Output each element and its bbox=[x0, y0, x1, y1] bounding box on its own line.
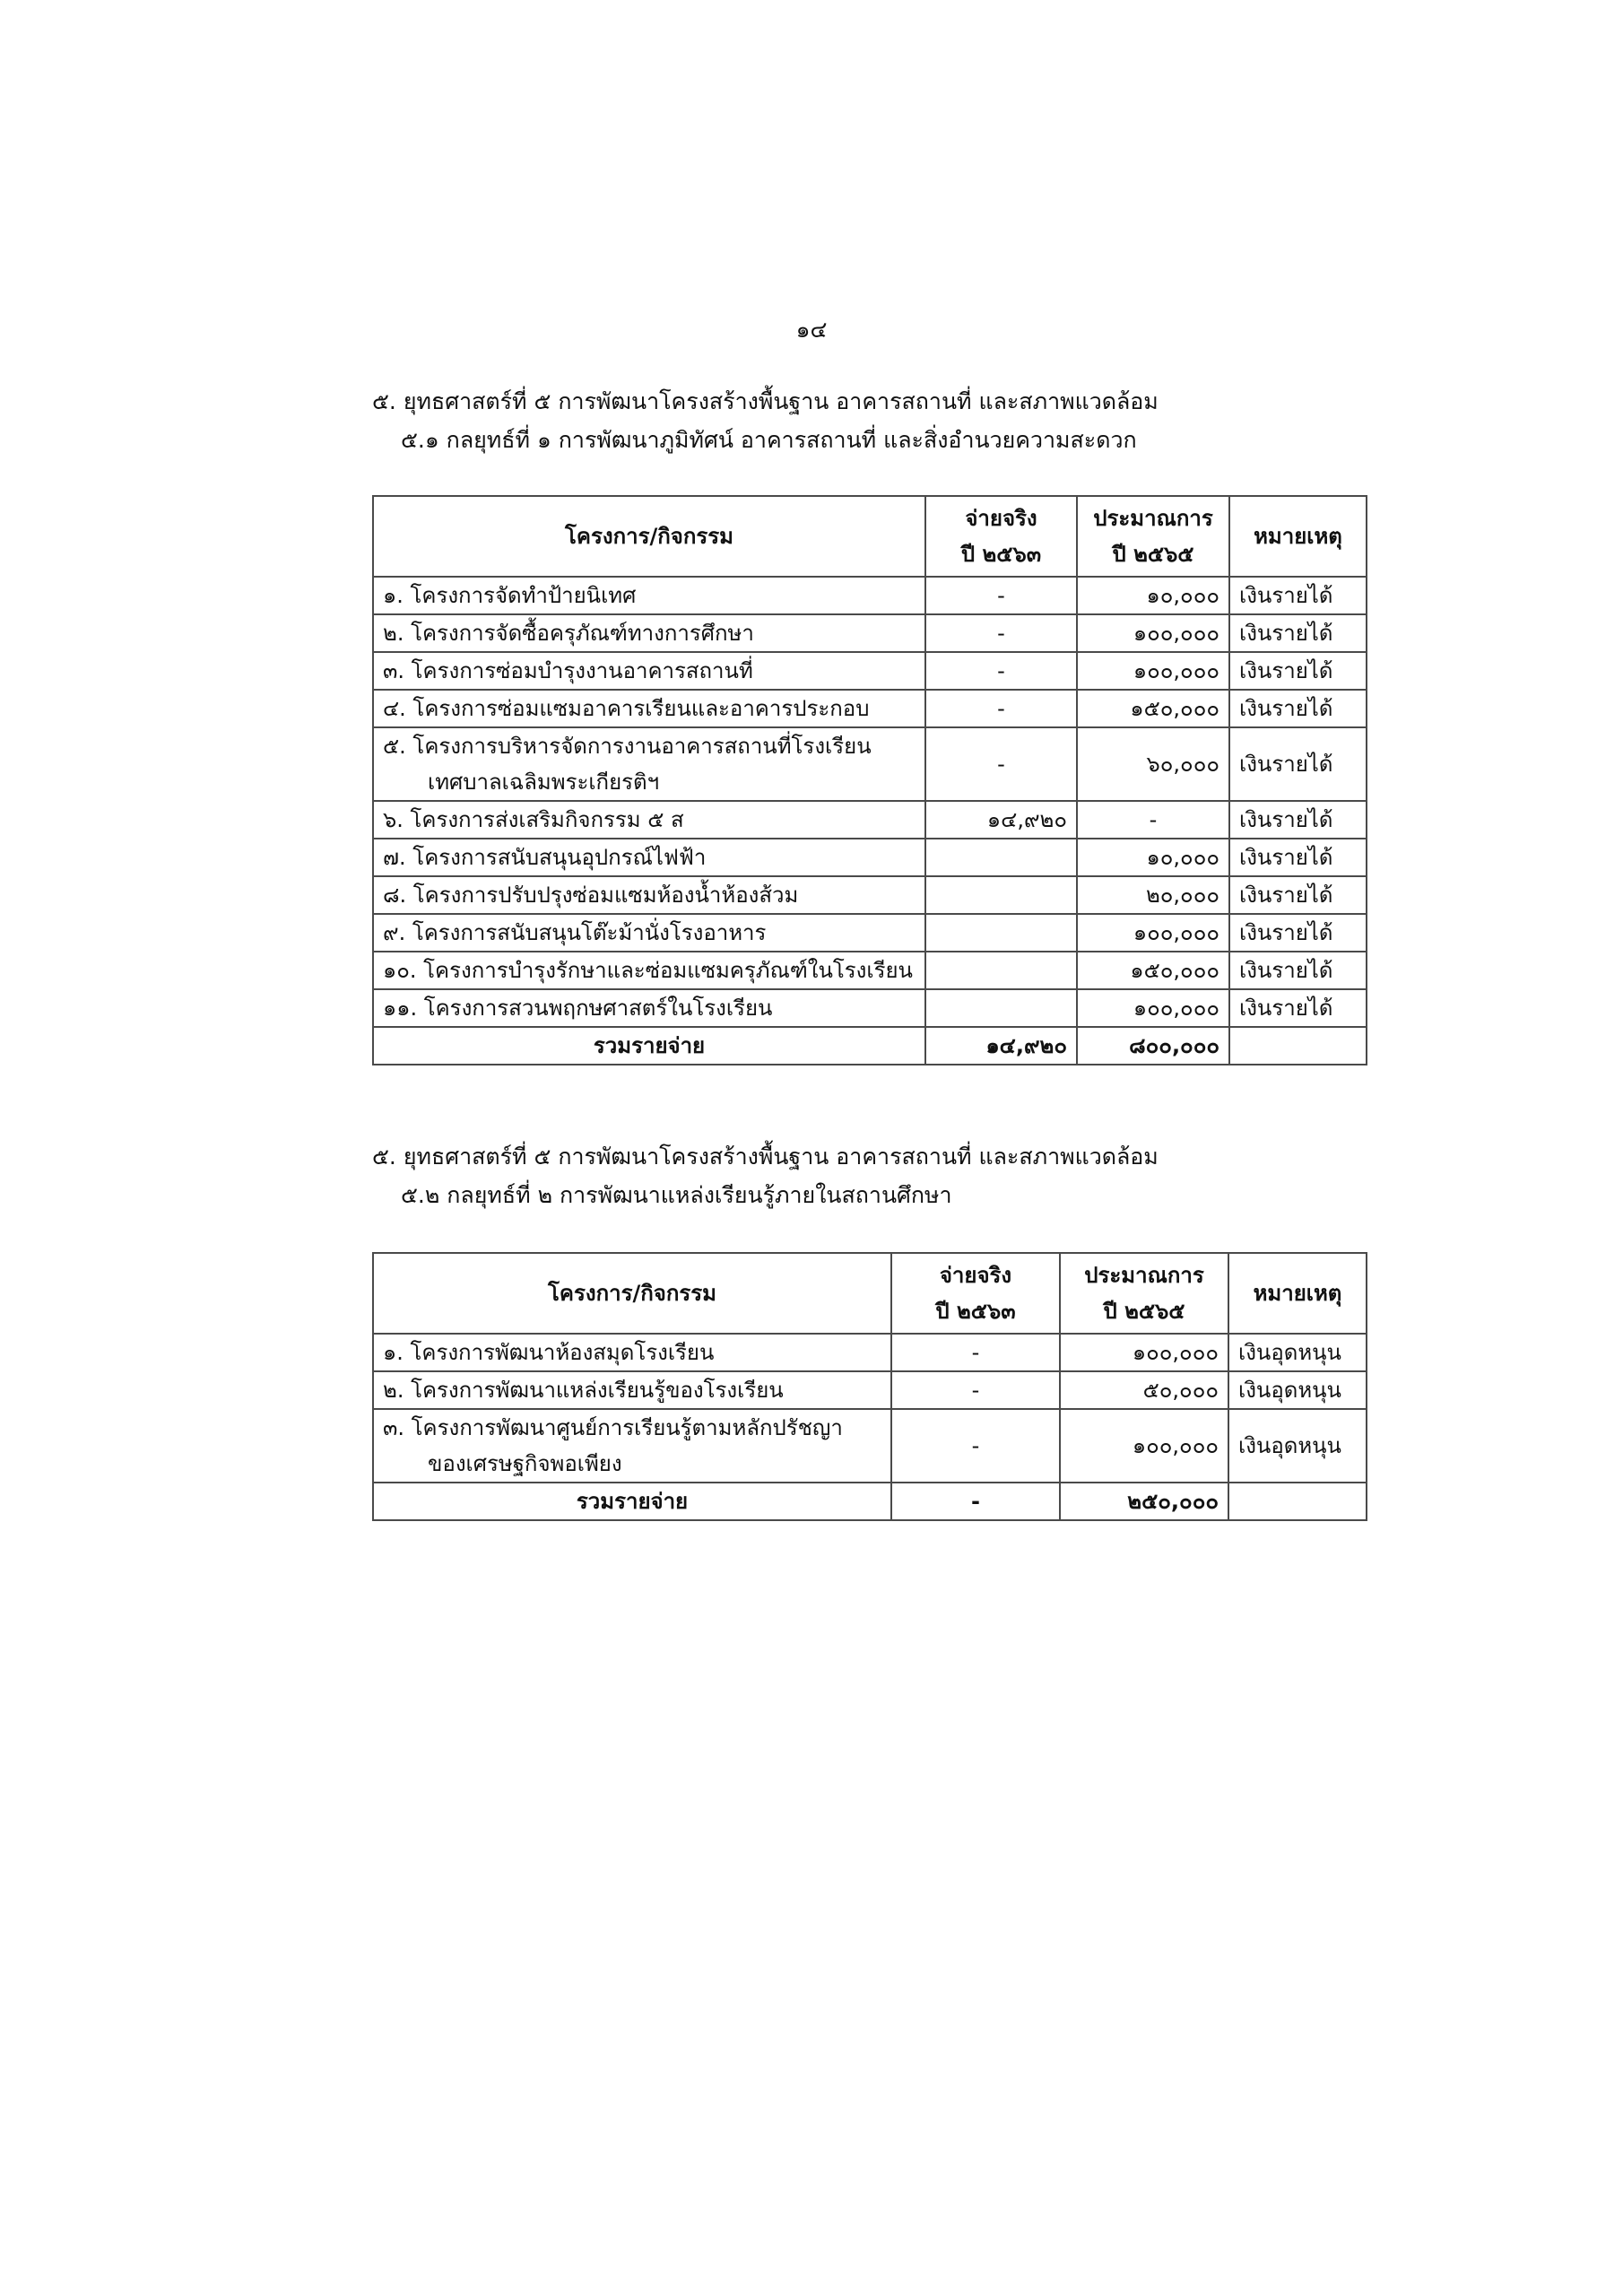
header-actual bbox=[891, 1253, 1060, 1334]
table-row bbox=[373, 914, 1367, 952]
section-2-subheading: ๕.๒ กลยุทธ์ที่ ๒ การพัฒนาแหล่งเรียนรู้ภายในสถานศึกษา bbox=[401, 1182, 952, 1208]
actual-value bbox=[925, 989, 1077, 1027]
table-header-row bbox=[373, 496, 1367, 577]
note-value: เงินอุดหนุน bbox=[1228, 1371, 1367, 1409]
project-name: ๘. โครงการปรับปรุงซ่อมแซมห้องน้ำห้องส้วม bbox=[373, 876, 925, 914]
note-value: เงินรายได้ bbox=[1229, 577, 1367, 614]
total-row bbox=[373, 1483, 1367, 1520]
header-note: หมายเหตุ bbox=[1229, 496, 1367, 577]
header-actual-line1: จ่ายจริง bbox=[939, 1263, 1012, 1288]
table-header-row bbox=[373, 1253, 1367, 1334]
header-estimate bbox=[1077, 496, 1229, 577]
actual-value bbox=[925, 914, 1077, 952]
project-name: ๒. โครงการจัดซื้อครุภัณฑ์ทางการศึกษา bbox=[373, 614, 925, 652]
table-row bbox=[373, 1409, 1367, 1483]
table-row bbox=[373, 614, 1367, 652]
project-name: ๒. โครงการพัฒนาแหล่งเรียนรู้ของโรงเรียน bbox=[373, 1371, 891, 1409]
estimate-value: ๖๐,๐๐๐ bbox=[1077, 727, 1229, 801]
project-name-line1: ๓. โครงการพัฒนาศูนย์การเรียนรู้ตามหลักปรัชญา bbox=[383, 1415, 843, 1440]
actual-value bbox=[925, 876, 1077, 914]
estimate-value: - bbox=[1077, 801, 1229, 839]
actual-value: - bbox=[925, 727, 1077, 801]
budget-table-2 bbox=[372, 1252, 1367, 1521]
estimate-value: ๕๐,๐๐๐ bbox=[1060, 1371, 1228, 1409]
table-row bbox=[373, 1371, 1367, 1409]
header-note: หมายเหตุ bbox=[1228, 1253, 1367, 1334]
header-actual-line2: ปี ๒๕๖๓ bbox=[960, 542, 1042, 567]
table-row bbox=[373, 952, 1367, 989]
header-estimate-line1: ประมาณการ bbox=[1084, 1263, 1204, 1288]
table-row bbox=[373, 652, 1367, 690]
header-project: โครงการ/กิจกรรม bbox=[373, 496, 925, 577]
estimate-value: ๑๐๐,๐๐๐ bbox=[1060, 1409, 1228, 1483]
project-name: ๓. โครงการซ่อมบำรุงงานอาคารสถานที่ bbox=[373, 652, 925, 690]
section-2-heading: ๕. ยุทธศาสตร์ที่ ๕ การพัฒนาโครงสร้างพื้นฐาน อาคารสถานที่ และสภาพแวดล้อม bbox=[372, 1144, 1159, 1170]
project-name bbox=[373, 727, 925, 801]
actual-value: - bbox=[925, 690, 1077, 727]
note-value: เงินรายได้ bbox=[1229, 652, 1367, 690]
budget-table-1 bbox=[372, 495, 1367, 1065]
section-1-subheading: ๕.๑ กลยุทธ์ที่ ๑ การพัฒนาภูมิทัศน์ อาคารสถานที่ และสิ่งอำนวยความสะดวก bbox=[401, 427, 1137, 453]
note-value: เงินรายได้ bbox=[1229, 690, 1367, 727]
actual-value: - bbox=[925, 652, 1077, 690]
total-note bbox=[1229, 1027, 1367, 1065]
actual-value bbox=[925, 839, 1077, 876]
estimate-value: ๑๕๐,๐๐๐ bbox=[1077, 690, 1229, 727]
header-actual-line1: จ่ายจริง bbox=[965, 506, 1037, 531]
note-value: เงินรายได้ bbox=[1229, 952, 1367, 989]
project-name: ๑๐. โครงการบำรุงรักษาและซ่อมแซมครุภัณฑ์ในโรงเรียน bbox=[373, 952, 925, 989]
project-name: ๑๑. โครงการสวนพฤกษศาสตร์ในโรงเรียน bbox=[373, 989, 925, 1027]
note-value: เงินรายได้ bbox=[1229, 876, 1367, 914]
project-name-line2: เทศบาลเฉลิมพระเกียรติฯ bbox=[428, 770, 660, 795]
note-value: เงินรายได้ bbox=[1229, 614, 1367, 652]
project-name: ๑. โครงการจัดทำป้ายนิเทศ bbox=[373, 577, 925, 614]
note-value: เงินอุดหนุน bbox=[1228, 1334, 1367, 1371]
note-value: เงินรายได้ bbox=[1229, 727, 1367, 801]
total-actual: - bbox=[891, 1483, 1060, 1520]
actual-value: ๑๔,๙๒๐ bbox=[925, 801, 1077, 839]
header-actual-line2: ปี ๒๕๖๓ bbox=[935, 1299, 1016, 1324]
project-name: ๔. โครงการซ่อมแซมอาคารเรียนและอาคารประกอบ bbox=[373, 690, 925, 727]
estimate-value: ๑๐,๐๐๐ bbox=[1077, 839, 1229, 876]
project-name: ๖. โครงการส่งเสริมกิจกรรม ๕ ส bbox=[373, 801, 925, 839]
header-actual bbox=[925, 496, 1077, 577]
estimate-value: ๑๐๐,๐๐๐ bbox=[1077, 989, 1229, 1027]
page-number: ๑๔ bbox=[795, 317, 828, 343]
estimate-value: ๑๐๐,๐๐๐ bbox=[1077, 614, 1229, 652]
actual-value bbox=[925, 952, 1077, 989]
table-row bbox=[373, 876, 1367, 914]
header-project: โครงการ/กิจกรรม bbox=[373, 1253, 891, 1334]
total-row bbox=[373, 1027, 1367, 1065]
header-estimate-line2: ปี ๒๕๖๕ bbox=[1103, 1299, 1185, 1324]
note-value: เงินรายได้ bbox=[1229, 989, 1367, 1027]
header-estimate-line1: ประมาณการ bbox=[1093, 506, 1213, 531]
table-row bbox=[373, 1334, 1367, 1371]
table-row bbox=[373, 690, 1367, 727]
estimate-value: ๑๕๐,๐๐๐ bbox=[1077, 952, 1229, 989]
actual-value: - bbox=[925, 577, 1077, 614]
total-label: รวมรายจ่าย bbox=[373, 1483, 891, 1520]
actual-value: - bbox=[891, 1371, 1060, 1409]
project-name-line2: ของเศรษฐกิจพอเพียง bbox=[428, 1451, 622, 1476]
project-name-line1: ๕. โครงการบริหารจัดการงานอาคารสถานที่โรงเรียน bbox=[383, 734, 872, 759]
table-row bbox=[373, 577, 1367, 614]
estimate-value: ๑๐๐,๐๐๐ bbox=[1077, 652, 1229, 690]
total-actual: ๑๔,๙๒๐ bbox=[925, 1027, 1077, 1065]
project-name bbox=[373, 1409, 891, 1483]
note-value: เงินรายได้ bbox=[1229, 914, 1367, 952]
section-1-heading: ๕. ยุทธศาสตร์ที่ ๕ การพัฒนาโครงสร้างพื้นฐาน อาคารสถานที่ และสภาพแวดล้อม bbox=[372, 388, 1159, 414]
actual-value: - bbox=[891, 1409, 1060, 1483]
estimate-value: ๒๐,๐๐๐ bbox=[1077, 876, 1229, 914]
table-row bbox=[373, 801, 1367, 839]
project-name: ๙. โครงการสนับสนุนโต๊ะม้านั่งโรงอาหาร bbox=[373, 914, 925, 952]
table-row bbox=[373, 989, 1367, 1027]
actual-value: - bbox=[925, 614, 1077, 652]
actual-value: - bbox=[891, 1334, 1060, 1371]
header-estimate-line2: ปี ๒๕๖๕ bbox=[1112, 542, 1194, 567]
total-estimate: ๘๐๐,๐๐๐ bbox=[1077, 1027, 1229, 1065]
total-note bbox=[1228, 1483, 1367, 1520]
note-value: เงินรายได้ bbox=[1229, 839, 1367, 876]
total-estimate: ๒๕๐,๐๐๐ bbox=[1060, 1483, 1228, 1520]
estimate-value: ๑๐,๐๐๐ bbox=[1077, 577, 1229, 614]
total-label: รวมรายจ่าย bbox=[373, 1027, 925, 1065]
project-name: ๑. โครงการพัฒนาห้องสมุดโรงเรียน bbox=[373, 1334, 891, 1371]
project-name: ๗. โครงการสนับสนุนอุปกรณ์ไฟฟ้า bbox=[373, 839, 925, 876]
estimate-value: ๑๐๐,๐๐๐ bbox=[1060, 1334, 1228, 1371]
estimate-value: ๑๐๐,๐๐๐ bbox=[1077, 914, 1229, 952]
header-estimate bbox=[1060, 1253, 1228, 1334]
note-value: เงินรายได้ bbox=[1229, 801, 1367, 839]
table-row bbox=[373, 839, 1367, 876]
table-row bbox=[373, 727, 1367, 801]
note-value: เงินอุดหนุน bbox=[1228, 1409, 1367, 1483]
